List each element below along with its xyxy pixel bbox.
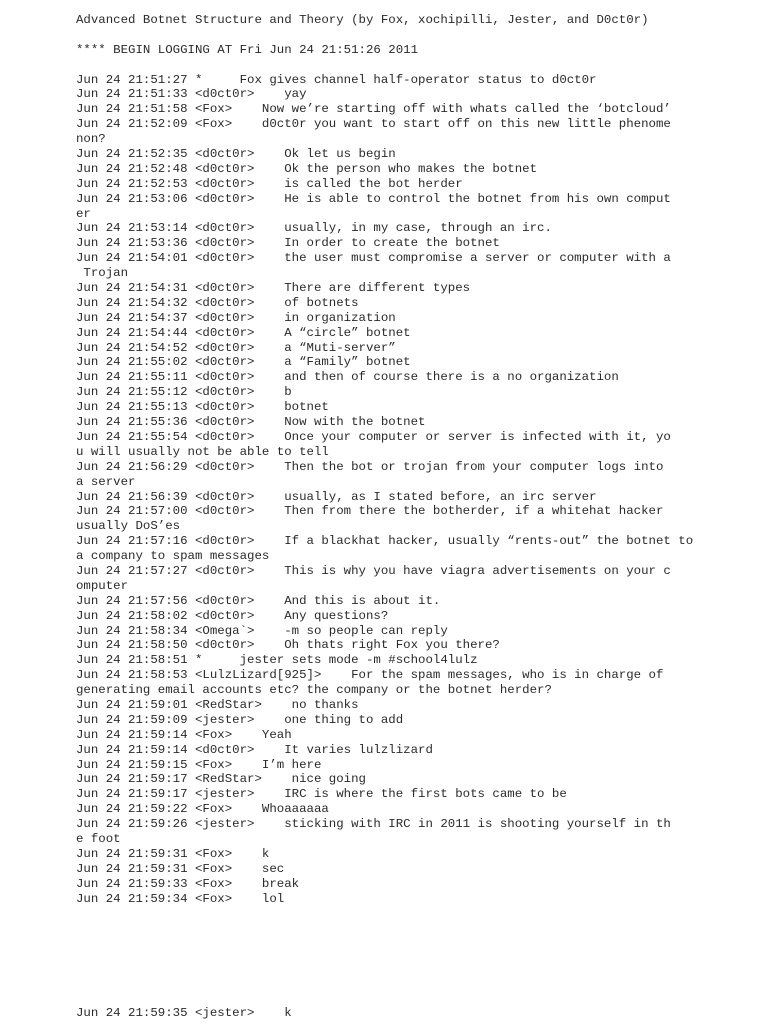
log-line: non? (76, 132, 106, 147)
log-line: Jun 24 21:55:11 <d0ct0r> and then of course there is a no organization (76, 370, 619, 385)
log-line: Jun 24 21:54:32 <d0ct0r> of botnets (76, 295, 359, 310)
log-line: omputer (76, 578, 129, 593)
log-line: a company to spam messages (76, 549, 270, 564)
log-line: Jun 24 21:58:34 <Omega`> -m so people can reply (76, 623, 448, 638)
log-line: Jun 24 21:52:09 <Fox> d0ct0r you want to start off on this new little phenome (76, 117, 671, 132)
log-line: Jun 24 21:59:14 <d0ct0r> It varies lulzlizard (76, 742, 433, 757)
log-line: Jun 24 21:57:56 <d0ct0r> And this is about it. (76, 593, 441, 608)
log-line: Trojan (76, 266, 129, 281)
log-line: Jun 24 21:59:15 <Fox> I’m here (76, 757, 322, 772)
log-start-banner: **** BEGIN LOGGING AT Fri Jun 24 21:51:26 2011 (76, 42, 419, 57)
log-lines (76, 73, 706, 907)
log-line: Jun 24 21:52:48 <d0ct0r> Ok the person who makes the botnet (76, 161, 538, 176)
log-line: Jun 24 21:58:51 * jester sets mode -m #school4lulz (76, 653, 478, 668)
log-line: Jun 24 21:58:53 <LulzLizard[925]> For the spam messages, who is in charge of (76, 668, 664, 683)
log-line: Jun 24 21:54:01 <d0ct0r> the user must compromise a server or computer with a (76, 251, 671, 266)
log-line: generating email accounts etc? the company or the botnet herder? (76, 683, 552, 698)
log-line: Jun 24 21:59:26 <jester> sticking with IRC in 2011 is shooting yourself in th (76, 817, 671, 832)
log-line: Jun 24 21:53:14 <d0ct0r> usually, in my case, through an irc. (76, 221, 552, 236)
log-line: Jun 24 21:59:09 <jester> one thing to add (76, 712, 404, 727)
log-line: Jun 24 21:56:39 <d0ct0r> usually, as I stated before, an irc server (76, 489, 597, 504)
log-line: Jun 24 21:59:31 <Fox> k (76, 846, 270, 861)
log-line: Jun 24 21:54:31 <d0ct0r> There are different types (76, 281, 471, 296)
log-line: Jun 24 21:59:17 <RedStar> nice going (76, 772, 366, 787)
log-line: Jun 24 21:55:36 <d0ct0r> Now with the botnet (76, 415, 426, 430)
log-line: Jun 24 21:59:14 <Fox> Yeah (76, 727, 292, 742)
log-line: Jun 24 21:59:31 <Fox> sec (76, 861, 285, 876)
document-title: Advanced Botnet Structure and Theory (by Fox, xochipilli, Jester, and D0ct0r) (76, 13, 649, 27)
log-line: Jun 24 21:54:44 <d0ct0r> A “circle” botnet (76, 325, 411, 340)
spacer (76, 58, 706, 73)
log-line: a server (76, 474, 136, 489)
log-line: Jun 24 21:59:01 <RedStar> no thanks (76, 697, 359, 712)
log-line: Jun 24 21:59:33 <Fox> break (76, 876, 300, 891)
log-line: Jun 24 21:57:27 <d0ct0r> This is why you have viagra advertisements on your c (76, 563, 671, 578)
log-line: er (76, 206, 91, 221)
log-line: Jun 24 21:53:36 <d0ct0r> In order to create the botnet (76, 236, 500, 251)
log-line: Jun 24 21:51:27 * Fox gives channel half-operator status to d0ct0r (76, 72, 597, 87)
log-line: Jun 24 21:59:17 <jester> IRC is where the first bots came to be (76, 787, 567, 802)
log-line-continued: Jun 24 21:59:35 <jester> k (76, 1006, 292, 1020)
log-line: Jun 24 21:59:34 <Fox> lol (76, 891, 285, 906)
log-line: Jun 24 21:55:54 <d0ct0r> Once your computer or server is infected with it, yo (76, 429, 671, 444)
log-line: Jun 24 21:51:33 <d0ct0r> yay (76, 87, 307, 102)
log-line: Jun 24 21:59:22 <Fox> Whoaaaaaa (76, 802, 329, 817)
log-line: Jun 24 21:57:00 <d0ct0r> Then from there the botherder, if a whitehat hacker (76, 504, 664, 519)
chat-log (76, 13, 706, 906)
log-line: Jun 24 21:54:37 <d0ct0r> in organization (76, 310, 396, 325)
log-line: Jun 24 21:51:58 <Fox> Now we’re starting off with whats called the ‘botcloud’ (76, 102, 671, 117)
log-line: Jun 24 21:55:02 <d0ct0r> a “Family” botnet (76, 355, 411, 370)
log-line: Jun 24 21:54:52 <d0ct0r> a “Muti-server” (76, 340, 396, 355)
log-line: Jun 24 21:55:13 <d0ct0r> botnet (76, 400, 329, 415)
spacer (76, 28, 706, 43)
log-line: Jun 24 21:56:29 <d0ct0r> Then the bot or trojan from your computer logs into (76, 459, 664, 474)
log-line: e foot (76, 831, 121, 846)
log-line: Jun 24 21:52:35 <d0ct0r> Ok let us begin (76, 147, 396, 162)
log-line: Jun 24 21:57:16 <d0ct0r> If a blackhat hacker, usually “rents-out” the botnet to (76, 534, 694, 549)
log-line: Jun 24 21:52:53 <d0ct0r> is called the bot herder (76, 176, 463, 191)
log-line: Jun 24 21:55:12 <d0ct0r> b (76, 385, 292, 400)
log-line: Jun 24 21:58:50 <d0ct0r> Oh thats right Fox you there? (76, 638, 500, 653)
log-line: Jun 24 21:53:06 <d0ct0r> He is able to control the botnet from his own comput (76, 191, 671, 206)
log-line: usually DoS’es (76, 519, 181, 534)
log-line: u will usually not be able to tell (76, 444, 329, 459)
log-line: Jun 24 21:58:02 <d0ct0r> Any questions? (76, 608, 389, 623)
